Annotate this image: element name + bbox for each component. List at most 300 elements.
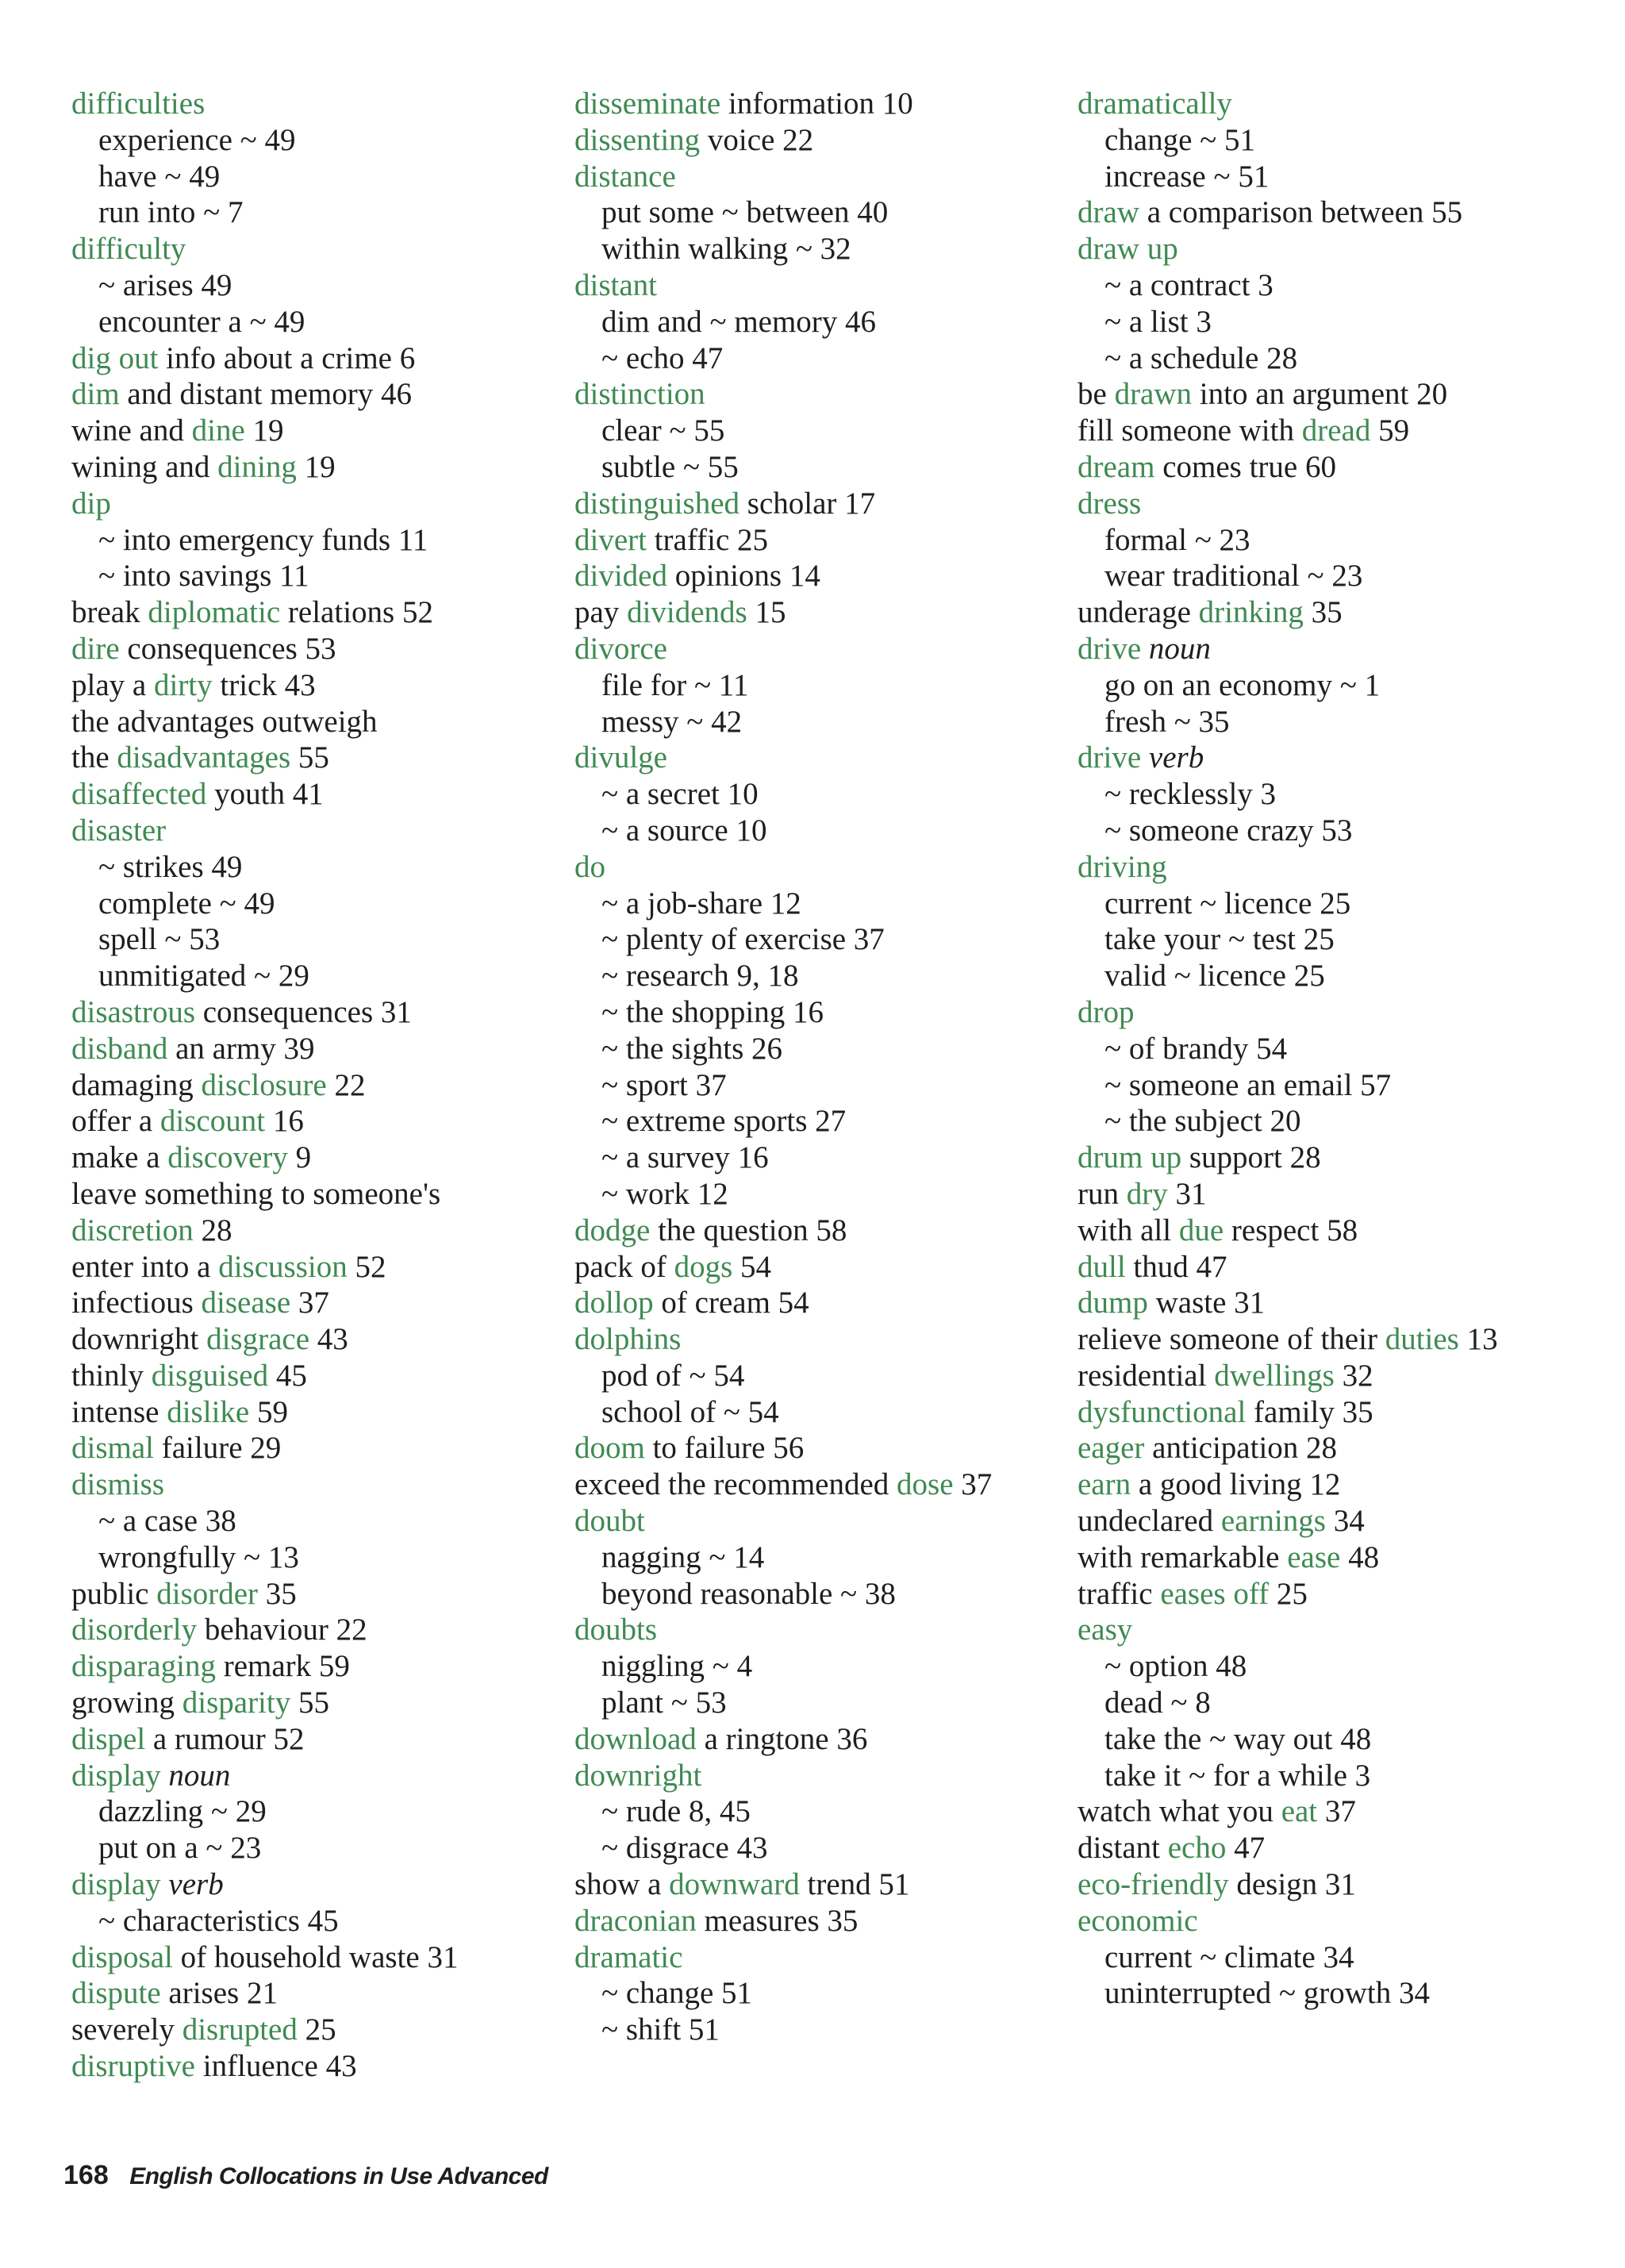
entry-text-after: of cream 54 bbox=[653, 1286, 809, 1320]
index-subentry bbox=[574, 1394, 1051, 1431]
entry-text-before: watch what you bbox=[1078, 1794, 1281, 1829]
index-headword bbox=[1078, 740, 1585, 776]
index-headword bbox=[71, 1866, 547, 1903]
index-entry bbox=[1078, 1793, 1585, 1830]
entry-text-before: make a bbox=[71, 1140, 168, 1175]
part-of-speech: verb bbox=[168, 1867, 224, 1902]
headword: divorce bbox=[574, 631, 667, 666]
index-entry bbox=[71, 2048, 547, 2085]
entry-text-after: 19 bbox=[296, 449, 336, 484]
subentry-text: niggling ~ 4 bbox=[601, 1649, 753, 1684]
index-subentry bbox=[574, 1830, 1051, 1866]
entry-text-after: 13 bbox=[1458, 1322, 1498, 1357]
subentry-text: ~ a case 38 bbox=[98, 1504, 236, 1539]
entry-text-after: family 35 bbox=[1246, 1394, 1373, 1429]
index-subentry bbox=[71, 122, 547, 159]
index-entry bbox=[1078, 1576, 1585, 1613]
entry-text-after: 59 bbox=[1370, 413, 1410, 448]
headword: disband bbox=[71, 1031, 168, 1066]
index-subentry bbox=[574, 1067, 1051, 1104]
index-entry bbox=[71, 1975, 547, 2012]
page-number: 168 bbox=[63, 2160, 109, 2190]
index-entry bbox=[574, 1285, 1051, 1321]
headword: downward bbox=[669, 1867, 800, 1902]
index-subentry bbox=[574, 1576, 1051, 1613]
subentry-text: wear traditional ~ 23 bbox=[1104, 559, 1363, 594]
index-entry bbox=[1078, 194, 1585, 231]
subentry-text: fresh ~ 35 bbox=[1104, 704, 1230, 739]
subentry-text: ~ a survey 16 bbox=[601, 1140, 769, 1175]
entry-text-after: support 28 bbox=[1181, 1140, 1321, 1175]
entry-text-before: residential bbox=[1078, 1358, 1215, 1393]
index-headword bbox=[71, 1467, 547, 1503]
index-subentry bbox=[1078, 1685, 1585, 1721]
index-entry bbox=[1078, 1140, 1585, 1176]
entry-text-after: 37 bbox=[953, 1467, 993, 1502]
entry-text-after: 19 bbox=[244, 413, 284, 448]
subentry-text: experience ~ 49 bbox=[98, 122, 296, 157]
index-headword bbox=[1078, 994, 1585, 1031]
entry-text-after: 45 bbox=[268, 1358, 307, 1393]
headword: draconian bbox=[574, 1903, 697, 1938]
entry-text-before: play a bbox=[71, 667, 154, 702]
entry-text-before: undeclared bbox=[1078, 1504, 1221, 1539]
entry-text-after: consequences 31 bbox=[195, 994, 412, 1029]
headword: drop bbox=[1078, 994, 1135, 1029]
entry-text-after: the question 58 bbox=[650, 1213, 847, 1247]
part-of-speech: noun bbox=[168, 1758, 231, 1793]
headword: display bbox=[71, 1758, 161, 1793]
headword: distance bbox=[574, 159, 676, 194]
index-entry bbox=[71, 1321, 547, 1358]
headword: drive bbox=[1078, 740, 1142, 775]
entry-text-before: wine and bbox=[71, 413, 192, 448]
headword: draw up bbox=[1078, 232, 1178, 267]
headword: dig out bbox=[71, 340, 159, 375]
index-subentry bbox=[1078, 704, 1585, 740]
index-subentry bbox=[574, 2012, 1051, 2048]
index-entry bbox=[574, 522, 1051, 559]
index-column-3 bbox=[1078, 86, 1585, 2012]
headword: distinguished bbox=[574, 486, 740, 521]
headword: disorder bbox=[156, 1576, 259, 1611]
index-entry bbox=[574, 86, 1051, 122]
subentry-text: ~ characteristics 45 bbox=[98, 1903, 339, 1938]
entry-text-before: break bbox=[71, 595, 148, 630]
subentry-text: ~ a secret 10 bbox=[601, 777, 759, 812]
subentry-text: dead ~ 8 bbox=[1104, 1686, 1211, 1720]
index-subentry bbox=[574, 776, 1051, 813]
index-subentry bbox=[574, 1358, 1051, 1394]
headword: dim bbox=[71, 377, 120, 412]
entry-text-before: pack of bbox=[574, 1249, 674, 1284]
index-subentry bbox=[1078, 1031, 1585, 1067]
entry-text-before: with remarkable bbox=[1078, 1540, 1288, 1574]
subentry-text: wrongfully ~ 13 bbox=[98, 1540, 299, 1574]
subentry-text: unmitigated ~ 29 bbox=[98, 959, 309, 994]
index-subentry bbox=[1078, 558, 1585, 594]
index-entry bbox=[1078, 1866, 1585, 1903]
headword: dispel bbox=[71, 1721, 146, 1756]
index-subentry bbox=[574, 413, 1051, 449]
index-subentry bbox=[71, 1793, 547, 1830]
index-entry bbox=[71, 1685, 547, 1721]
entry-text-before: relieve someone of their bbox=[1078, 1322, 1385, 1357]
headword: disposal bbox=[71, 1939, 173, 1974]
subentry-text: ~ the subject 20 bbox=[1104, 1104, 1301, 1139]
headword: doubts bbox=[574, 1613, 658, 1647]
index-entry bbox=[574, 122, 1051, 159]
entry-text-after: 43 bbox=[309, 1322, 348, 1357]
part-of-speech: noun bbox=[1148, 631, 1211, 666]
entry-text-before: exceed the recommended bbox=[574, 1467, 897, 1502]
index-headword bbox=[574, 740, 1051, 776]
subentry-text: ~ someone an email 57 bbox=[1104, 1067, 1392, 1102]
index-headword bbox=[1078, 1612, 1585, 1648]
entry-text-after: opinions 14 bbox=[667, 559, 820, 594]
subentry-text: ~ arises 49 bbox=[98, 267, 232, 302]
headword: disaffected bbox=[71, 777, 207, 812]
index-subentry bbox=[574, 1793, 1051, 1830]
headword: dining bbox=[217, 449, 297, 484]
index-entry bbox=[574, 1213, 1051, 1249]
entry-text-after: design 31 bbox=[1228, 1867, 1356, 1902]
subentry-text: uninterrupted ~ growth 34 bbox=[1104, 1976, 1430, 2011]
index-entry bbox=[71, 1721, 547, 1758]
entry-text-after: trick 43 bbox=[212, 667, 316, 702]
index-entry bbox=[1078, 1394, 1585, 1431]
entry-text-before: growing bbox=[71, 1686, 182, 1720]
subentry-text: formal ~ 23 bbox=[1104, 522, 1250, 557]
index-subentry bbox=[1078, 921, 1585, 958]
subentry-text: ~ a contract 3 bbox=[1104, 267, 1273, 302]
index-entry bbox=[71, 631, 547, 667]
headword: divulge bbox=[574, 740, 667, 775]
index-headword bbox=[1078, 631, 1585, 667]
part-of-speech: verb bbox=[1148, 740, 1204, 775]
entry-text-after: 22 bbox=[326, 1067, 366, 1102]
index-entry bbox=[71, 1031, 547, 1067]
headword: dissenting bbox=[574, 122, 701, 157]
index-subentry bbox=[1078, 1975, 1585, 2012]
entry-text-after: 59 bbox=[249, 1394, 288, 1429]
entry-text-after: into an argument 20 bbox=[1192, 377, 1448, 412]
entry-text-after: a good living 12 bbox=[1131, 1467, 1341, 1502]
index-subentry bbox=[574, 1103, 1051, 1140]
headword: eases off bbox=[1160, 1576, 1270, 1611]
headword: dire bbox=[71, 631, 120, 666]
index-headword bbox=[1078, 486, 1585, 522]
index-entry bbox=[71, 1285, 547, 1321]
headword: disseminate bbox=[574, 86, 721, 121]
headword: disastrous bbox=[71, 994, 195, 1029]
headword: dose bbox=[897, 1467, 954, 1502]
subentry-text: ~ a schedule 28 bbox=[1104, 340, 1298, 375]
index-entry bbox=[71, 1576, 547, 1613]
entry-text-after: youth 41 bbox=[206, 777, 324, 812]
subentry-text: pod of ~ 54 bbox=[601, 1358, 745, 1393]
entry-text-after: comes true 60 bbox=[1154, 449, 1336, 484]
entry-text-after: consequences 53 bbox=[119, 631, 336, 666]
subentry-text: ~ option 48 bbox=[1104, 1649, 1247, 1684]
index-subentry bbox=[574, 921, 1051, 958]
index-headword bbox=[574, 1612, 1051, 1648]
headword: disruptive bbox=[71, 2049, 195, 2084]
index-subentry bbox=[1078, 267, 1585, 304]
entry-text-before: show a bbox=[574, 1867, 670, 1902]
entry-text-after: an army 39 bbox=[167, 1031, 315, 1066]
index-subentry bbox=[1078, 1721, 1585, 1758]
entry-text-before: intense bbox=[71, 1394, 167, 1429]
index-entry bbox=[574, 594, 1051, 631]
index-subentry bbox=[574, 1140, 1051, 1176]
index-entry bbox=[71, 1213, 547, 1249]
entry-text-before: thinly bbox=[71, 1358, 152, 1393]
subentry-text: ~ rude 8, 45 bbox=[601, 1794, 751, 1829]
entry-text-after: 15 bbox=[747, 595, 786, 630]
headword: dollop bbox=[574, 1286, 654, 1320]
entry-text-before: be bbox=[1078, 377, 1115, 412]
index-entry bbox=[71, 776, 547, 813]
index-entry bbox=[574, 1866, 1051, 1903]
index-subentry bbox=[1078, 340, 1585, 377]
index-entry bbox=[71, 1358, 547, 1394]
index-entry bbox=[574, 1467, 1051, 1503]
subentry-text: take your ~ test 25 bbox=[1104, 922, 1335, 957]
index-headword bbox=[71, 86, 547, 122]
entry-text-before: enter into a bbox=[71, 1249, 219, 1284]
headword: dry bbox=[1126, 1176, 1168, 1211]
headword: download bbox=[574, 1721, 697, 1756]
index-headword bbox=[574, 1939, 1051, 1976]
subentry-text: change ~ 51 bbox=[1104, 122, 1256, 157]
index-subentry bbox=[71, 1503, 547, 1540]
subentry-text: take it ~ for a while 3 bbox=[1104, 1758, 1371, 1793]
index-subentry bbox=[71, 1903, 547, 1939]
index-subentry bbox=[574, 994, 1051, 1031]
index-headword bbox=[574, 267, 1051, 304]
index-headword bbox=[1078, 1903, 1585, 1939]
entry-text-before: downright bbox=[71, 1322, 207, 1357]
headword: discount bbox=[159, 1104, 266, 1139]
index-subentry bbox=[1078, 1067, 1585, 1104]
index-entry bbox=[71, 1394, 547, 1431]
headword: dogs bbox=[674, 1249, 733, 1284]
subentry-text: ~ shift 51 bbox=[601, 2012, 720, 2047]
entry-text-after: waste 31 bbox=[1147, 1286, 1266, 1320]
entry-text-before: damaging bbox=[71, 1067, 202, 1102]
subentry-text: ~ into emergency funds 11 bbox=[98, 522, 428, 557]
index-entry bbox=[1078, 1321, 1585, 1358]
entry-text-before: leave something to someone's bbox=[71, 1176, 441, 1211]
entry-text-before: distant bbox=[1078, 1831, 1168, 1866]
headword: earnings bbox=[1220, 1504, 1326, 1539]
headword: dividends bbox=[627, 595, 747, 630]
index-subentry bbox=[71, 304, 547, 340]
index-subentry bbox=[71, 267, 547, 304]
entry-text-after: respect 58 bbox=[1224, 1213, 1358, 1247]
entry-text-after: 48 bbox=[1340, 1540, 1380, 1574]
index-headword bbox=[574, 159, 1051, 195]
subentry-text: clear ~ 55 bbox=[601, 413, 725, 448]
subentry-text: increase ~ 51 bbox=[1104, 159, 1270, 194]
index-column-2 bbox=[574, 86, 1051, 2048]
entry-text-before: fill someone with bbox=[1078, 413, 1302, 448]
index-entry bbox=[1078, 1249, 1585, 1286]
index-entry bbox=[71, 1103, 547, 1140]
entry-text-before: traffic bbox=[1078, 1576, 1161, 1611]
index-entry bbox=[1078, 1830, 1585, 1866]
entry-text-after: relations 52 bbox=[280, 595, 433, 630]
headword: dull bbox=[1078, 1249, 1126, 1284]
headword: easy bbox=[1078, 1613, 1133, 1647]
entry-text-after: measures 35 bbox=[696, 1903, 859, 1938]
index-entry bbox=[1078, 1503, 1585, 1540]
index-entry bbox=[574, 1903, 1051, 1939]
entry-text-after: and distant memory 46 bbox=[119, 377, 412, 412]
index-entry bbox=[71, 1648, 547, 1685]
index-subentry bbox=[574, 704, 1051, 740]
headword: dramatically bbox=[1078, 86, 1232, 121]
subentry-text: valid ~ licence 25 bbox=[1104, 959, 1325, 994]
subentry-text: ~ sport 37 bbox=[601, 1067, 727, 1102]
entry-text-after: trend 51 bbox=[799, 1867, 910, 1902]
subentry-text: file for ~ 11 bbox=[601, 667, 749, 702]
index-subentry bbox=[574, 304, 1051, 340]
entry-text-after: voice 22 bbox=[700, 122, 814, 157]
headword: dismal bbox=[71, 1431, 154, 1466]
subentry-text: spell ~ 53 bbox=[98, 922, 221, 957]
index-subentry bbox=[71, 522, 547, 559]
index-headword bbox=[1078, 231, 1585, 267]
entry-text-before: underage bbox=[1078, 595, 1199, 630]
entry-text-after: 32 bbox=[1334, 1358, 1373, 1393]
entry-text-after: remark 59 bbox=[215, 1649, 350, 1684]
index-entry bbox=[71, 1612, 547, 1648]
headword: display bbox=[71, 1867, 161, 1902]
headword: duties bbox=[1385, 1322, 1459, 1357]
entry-text-before: infectious bbox=[71, 1286, 202, 1320]
subentry-text: ~ the sights 26 bbox=[601, 1031, 783, 1066]
index-entry bbox=[71, 1249, 547, 1286]
index-subentry bbox=[574, 1540, 1051, 1576]
subentry-text: ~ recklessly 3 bbox=[1104, 777, 1277, 812]
subentry-text: ~ extreme sports 27 bbox=[601, 1104, 847, 1139]
index-entry bbox=[71, 413, 547, 449]
index-entry bbox=[71, 1176, 547, 1213]
headword: dread bbox=[1301, 413, 1371, 448]
subentry-text: have ~ 49 bbox=[98, 159, 221, 194]
index-entry bbox=[574, 1430, 1051, 1467]
index-entry bbox=[71, 667, 547, 704]
index-subentry bbox=[574, 1648, 1051, 1685]
subentry-text: plant ~ 53 bbox=[601, 1686, 727, 1720]
index-subentry bbox=[71, 886, 547, 922]
index-subentry bbox=[71, 558, 547, 594]
subentry-text: within walking ~ 32 bbox=[601, 232, 851, 267]
index-headword bbox=[574, 1758, 1051, 1794]
subentry-text: ~ the shopping 16 bbox=[601, 994, 824, 1029]
subentry-text: ~ echo 47 bbox=[601, 340, 724, 375]
headword: divert bbox=[574, 522, 647, 557]
index-entry bbox=[574, 558, 1051, 594]
headword: dwellings bbox=[1214, 1358, 1335, 1393]
index-headword bbox=[71, 231, 547, 267]
headword: eager bbox=[1078, 1431, 1145, 1466]
index-subentry bbox=[71, 1830, 547, 1866]
entry-text-before: offer a bbox=[71, 1104, 160, 1139]
index-subentry bbox=[1078, 522, 1585, 559]
index-headword bbox=[71, 486, 547, 522]
subentry-text: beyond reasonable ~ 38 bbox=[601, 1576, 896, 1611]
index-subentry bbox=[574, 194, 1051, 231]
headword: dispute bbox=[71, 1976, 161, 2011]
subentry-text: current ~ licence 25 bbox=[1104, 886, 1351, 921]
index-entry bbox=[71, 594, 547, 631]
entry-text-after: 52 bbox=[347, 1249, 386, 1284]
headword: dramatic bbox=[574, 1939, 683, 1974]
headword: earn bbox=[1078, 1467, 1131, 1502]
index-headword bbox=[71, 813, 547, 849]
index-entry bbox=[1078, 1540, 1585, 1576]
headword: disaster bbox=[71, 813, 167, 848]
entry-text-after: anticipation 28 bbox=[1144, 1431, 1338, 1466]
subentry-text: put on a ~ 23 bbox=[98, 1831, 262, 1866]
entry-text-after: a rumour 52 bbox=[145, 1721, 305, 1756]
headword: drawn bbox=[1114, 377, 1193, 412]
index-subentry bbox=[71, 1540, 547, 1576]
headword: discovery bbox=[167, 1140, 288, 1175]
index-entry bbox=[71, 1067, 547, 1104]
entry-text-after: to failure 56 bbox=[644, 1431, 805, 1466]
index-headword bbox=[574, 376, 1051, 413]
subentry-text: ~ research 9, 18 bbox=[601, 959, 799, 994]
subentry-text: encounter a ~ 49 bbox=[98, 304, 305, 339]
entry-text-after: 37 bbox=[290, 1286, 329, 1320]
entry-text-before: public bbox=[71, 1576, 157, 1611]
entry-text-after: 9 bbox=[287, 1140, 312, 1175]
subentry-text: ~ of brandy 54 bbox=[1104, 1031, 1288, 1066]
entry-text-after: 25 bbox=[1269, 1576, 1308, 1611]
index-entry bbox=[1078, 1285, 1585, 1321]
subentry-text: school of ~ 54 bbox=[601, 1394, 779, 1429]
headword: disguised bbox=[151, 1358, 269, 1393]
index-subentry bbox=[1078, 958, 1585, 994]
headword: difficulties bbox=[71, 86, 206, 121]
subentry-text: ~ strikes 49 bbox=[98, 849, 243, 884]
headword: doom bbox=[574, 1431, 645, 1466]
entry-text-after: 31 bbox=[1167, 1176, 1207, 1211]
entry-text-after: 35 bbox=[1303, 595, 1343, 630]
headword: disparity bbox=[182, 1686, 291, 1720]
subentry-text: messy ~ 42 bbox=[601, 704, 743, 739]
index-subentry bbox=[1078, 1103, 1585, 1140]
book-title: English Collocations in Use Advanced bbox=[129, 2163, 548, 2189]
headword: economic bbox=[1078, 1903, 1198, 1938]
entry-text-after: 47 bbox=[1226, 1831, 1266, 1866]
index-headword bbox=[574, 1503, 1051, 1540]
entry-text-after: info about a crime 6 bbox=[158, 340, 416, 375]
index-entry bbox=[1078, 1358, 1585, 1394]
entry-text-after: thud 47 bbox=[1125, 1249, 1227, 1284]
index-subentry bbox=[1078, 1758, 1585, 1794]
headword: distant bbox=[574, 267, 657, 302]
headword: drive bbox=[1078, 631, 1142, 666]
index-entry bbox=[1078, 1176, 1585, 1213]
entry-text-after: arises 21 bbox=[160, 1976, 278, 2011]
subentry-text: current ~ climate 34 bbox=[1104, 1939, 1354, 1974]
subentry-text: nagging ~ 14 bbox=[601, 1540, 765, 1574]
